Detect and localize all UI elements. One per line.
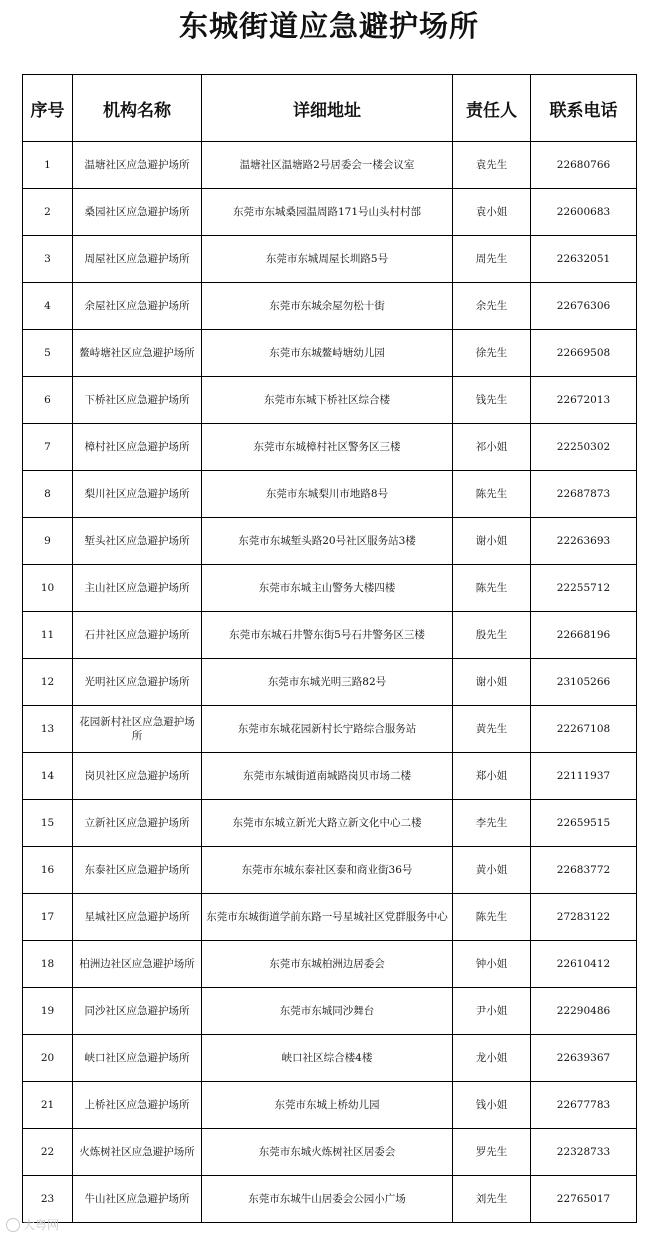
cell-phone: 22668196 — [531, 612, 637, 659]
cell-person: 郑小姐 — [453, 753, 531, 800]
cell-phone: 22290486 — [531, 988, 637, 1035]
table-row — [23, 377, 637, 424]
cell-phone: 22328733 — [531, 1129, 637, 1176]
cell-name: 同沙社区应急避护场所 — [73, 988, 202, 1035]
header-no: 序号 — [23, 75, 73, 142]
table-row — [23, 471, 637, 518]
cell-person: 钱小姐 — [453, 1082, 531, 1129]
cell-person: 尹小姐 — [453, 988, 531, 1035]
cell-no: 16 — [23, 847, 73, 894]
cell-address: 峡口社区综合楼4楼 — [202, 1035, 453, 1082]
cell-address: 东莞市东城牛山居委会公园小广场 — [202, 1176, 453, 1223]
cell-person: 刘先生 — [453, 1176, 531, 1223]
cell-person: 徐先生 — [453, 330, 531, 377]
cell-phone: 22669508 — [531, 330, 637, 377]
cell-address: 东莞市东城东泰社区泰和商业街36号 — [202, 847, 453, 894]
cell-name: 柏洲边社区应急避护场所 — [73, 941, 202, 988]
cell-person: 黄小姐 — [453, 847, 531, 894]
cell-no: 23 — [23, 1176, 73, 1223]
cell-name: 余屋社区应急避护场所 — [73, 283, 202, 330]
cell-no: 13 — [23, 706, 73, 753]
cell-no: 7 — [23, 424, 73, 471]
cell-person: 谢小姐 — [453, 518, 531, 565]
table-row — [23, 236, 637, 283]
cell-phone: 22677783 — [531, 1082, 637, 1129]
cell-phone: 27283122 — [531, 894, 637, 941]
header-person: 责任人 — [453, 75, 531, 142]
cell-address: 温塘社区温塘路2号居委会一楼会议室 — [202, 142, 453, 189]
cell-name: 桑园社区应急避护场所 — [73, 189, 202, 236]
cell-address: 东莞市东城周屋长圳路5号 — [202, 236, 453, 283]
cell-person: 陈先生 — [453, 471, 531, 518]
cell-address: 东莞市东城街道学前东路一号星城社区党群服务中心 — [202, 894, 453, 941]
table-row — [23, 1035, 637, 1082]
cell-name: 周屋社区应急避护场所 — [73, 236, 202, 283]
cell-phone: 22683772 — [531, 847, 637, 894]
cell-no: 3 — [23, 236, 73, 283]
cell-person: 陈先生 — [453, 894, 531, 941]
table-row — [23, 330, 637, 377]
cell-address: 东莞市东城柏洲边居委会 — [202, 941, 453, 988]
table-row — [23, 800, 637, 847]
cell-address: 东莞市东城街道南城路岗贝市场二楼 — [202, 753, 453, 800]
cell-phone: 22111937 — [531, 753, 637, 800]
table-row — [23, 847, 637, 894]
cell-phone: 22676306 — [531, 283, 637, 330]
cell-no: 8 — [23, 471, 73, 518]
cell-no: 9 — [23, 518, 73, 565]
table-row — [23, 659, 637, 706]
cell-no: 5 — [23, 330, 73, 377]
cell-no: 6 — [23, 377, 73, 424]
cell-address: 东莞市东城上桥幼儿园 — [202, 1082, 453, 1129]
cell-name: 温塘社区应急避护场所 — [73, 142, 202, 189]
cell-phone: 23105266 — [531, 659, 637, 706]
cell-no: 1 — [23, 142, 73, 189]
cell-person: 龙小姐 — [453, 1035, 531, 1082]
cell-no: 11 — [23, 612, 73, 659]
cell-name: 石井社区应急避护场所 — [73, 612, 202, 659]
cell-phone: 22610412 — [531, 941, 637, 988]
cell-address: 东莞市东城同沙舞台 — [202, 988, 453, 1035]
table-row — [23, 142, 637, 189]
cell-address: 东莞市东城堑头路20号社区服务站3楼 — [202, 518, 453, 565]
watermark-text: 大粤网 — [23, 1218, 60, 1232]
cell-name: 立新社区应急避护场所 — [73, 800, 202, 847]
cell-no: 21 — [23, 1082, 73, 1129]
cell-name: 火炼树社区应急避护场所 — [73, 1129, 202, 1176]
cell-phone: 22687873 — [531, 471, 637, 518]
cell-address: 东莞市东城梨川市地路8号 — [202, 471, 453, 518]
cell-name: 下桥社区应急避护场所 — [73, 377, 202, 424]
cell-name: 峡口社区应急避护场所 — [73, 1035, 202, 1082]
cell-phone: 22680766 — [531, 142, 637, 189]
cell-person: 袁先生 — [453, 142, 531, 189]
cell-address: 东莞市东城主山警务大楼四楼 — [202, 565, 453, 612]
cell-name: 星城社区应急避护场所 — [73, 894, 202, 941]
cell-address: 东莞市东城下桥社区综合楼 — [202, 377, 453, 424]
cell-person: 钱先生 — [453, 377, 531, 424]
cell-address: 东莞市东城立新光大路立新文化中心二楼 — [202, 800, 453, 847]
table-row — [23, 189, 637, 236]
cell-name: 牛山社区应急避护场所 — [73, 1176, 202, 1223]
cell-address: 东莞市东城石井警东街5号石井警务区三楼 — [202, 612, 453, 659]
cell-address: 东莞市东城桑园温周路171号山头村村部 — [202, 189, 453, 236]
header-address: 详细地址 — [202, 75, 453, 142]
cell-name: 岗贝社区应急避护场所 — [73, 753, 202, 800]
header-phone: 联系电话 — [531, 75, 637, 142]
cell-name: 光明社区应急避护场所 — [73, 659, 202, 706]
page-title: 东城街道应急避护场所 — [178, 9, 479, 43]
table-row — [23, 1082, 637, 1129]
cell-person: 罗先生 — [453, 1129, 531, 1176]
cell-name: 梨川社区应急避护场所 — [73, 471, 202, 518]
cell-phone: 22672013 — [531, 377, 637, 424]
cell-phone: 22765017 — [531, 1176, 637, 1223]
cell-person: 钟小姐 — [453, 941, 531, 988]
cell-name: 主山社区应急避护场所 — [73, 565, 202, 612]
cell-person: 周先生 — [453, 236, 531, 283]
table-row — [23, 706, 637, 753]
table-row — [23, 1176, 637, 1223]
watermark-logo-icon — [6, 1218, 20, 1232]
table-header-row — [23, 75, 637, 142]
cell-no: 17 — [23, 894, 73, 941]
table-row — [23, 1129, 637, 1176]
table-row — [23, 941, 637, 988]
cell-person: 祁小姐 — [453, 424, 531, 471]
cell-no: 22 — [23, 1129, 73, 1176]
cell-phone: 22659515 — [531, 800, 637, 847]
table-row — [23, 518, 637, 565]
table-row — [23, 894, 637, 941]
cell-phone: 22267108 — [531, 706, 637, 753]
cell-no: 20 — [23, 1035, 73, 1082]
watermark — [6, 1216, 59, 1233]
cell-address: 东莞市东城花园新村长宁路综合服务站 — [202, 706, 453, 753]
cell-no: 15 — [23, 800, 73, 847]
cell-no: 14 — [23, 753, 73, 800]
cell-phone: 22263693 — [531, 518, 637, 565]
cell-person: 李先生 — [453, 800, 531, 847]
cell-address: 东莞市东城鳌峙塘幼儿园 — [202, 330, 453, 377]
cell-name: 东泰社区应急避护场所 — [73, 847, 202, 894]
cell-name: 花园新村社区应急避护场所 — [73, 706, 202, 753]
cell-person: 袁小姐 — [453, 189, 531, 236]
shelter-table — [22, 74, 637, 1223]
cell-person: 黄先生 — [453, 706, 531, 753]
cell-phone: 22639367 — [531, 1035, 637, 1082]
cell-phone: 22250302 — [531, 424, 637, 471]
cell-address: 东莞市东城樟村社区警务区三楼 — [202, 424, 453, 471]
cell-no: 2 — [23, 189, 73, 236]
cell-no: 19 — [23, 988, 73, 1035]
cell-phone: 22600683 — [531, 189, 637, 236]
cell-name: 鳌峙塘社区应急避护场所 — [73, 330, 202, 377]
cell-person: 殷先生 — [453, 612, 531, 659]
cell-name: 樟村社区应急避护场所 — [73, 424, 202, 471]
header-name: 机构名称 — [73, 75, 202, 142]
cell-person: 陈先生 — [453, 565, 531, 612]
cell-person: 余先生 — [453, 283, 531, 330]
table-row — [23, 988, 637, 1035]
cell-phone: 22255712 — [531, 565, 637, 612]
cell-name: 堑头社区应急避护场所 — [73, 518, 202, 565]
table-row — [23, 612, 637, 659]
cell-address: 东莞市东城余屋勿松十街 — [202, 283, 453, 330]
cell-phone: 22632051 — [531, 236, 637, 283]
cell-no: 12 — [23, 659, 73, 706]
table-row — [23, 565, 637, 612]
table-row — [23, 424, 637, 471]
cell-address: 东莞市东城光明三路82号 — [202, 659, 453, 706]
cell-no: 18 — [23, 941, 73, 988]
cell-name: 上桥社区应急避护场所 — [73, 1082, 202, 1129]
cell-address: 东莞市东城火炼树社区居委会 — [202, 1129, 453, 1176]
cell-no: 4 — [23, 283, 73, 330]
table-row — [23, 283, 637, 330]
cell-no: 10 — [23, 565, 73, 612]
cell-person: 谢小姐 — [453, 659, 531, 706]
table-row — [23, 753, 637, 800]
